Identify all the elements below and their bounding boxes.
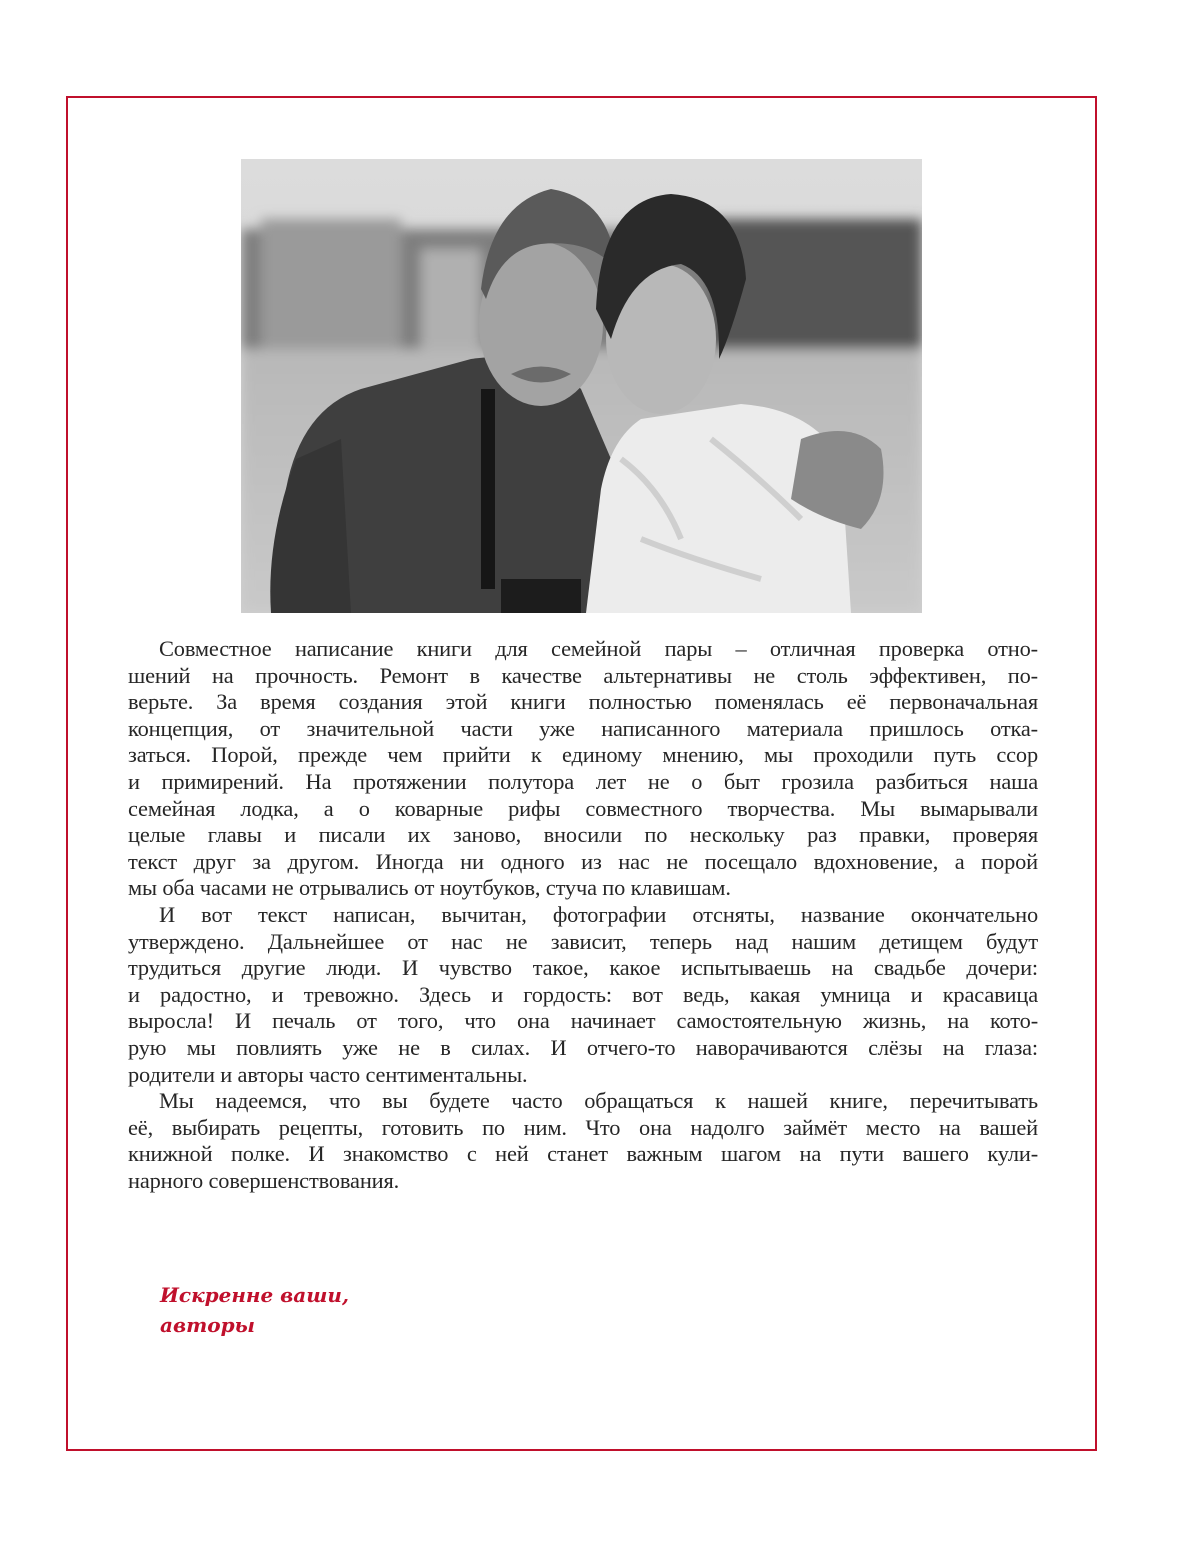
text-line: концепция, от значительной части уже написанного материала пришлось отка- bbox=[128, 715, 1038, 741]
paragraph-3 bbox=[128, 1088, 1038, 1194]
signature-line-2: авторы bbox=[160, 1313, 255, 1337]
paragraph-2 bbox=[128, 902, 1038, 1088]
text-line: семейная лодка, а о коварные рифы совместного творчества. Мы вымарывали bbox=[128, 795, 1038, 821]
text-line: заться. Порой, прежде чем прийти к единому мнению, мы проходили путь ссор bbox=[128, 742, 1038, 768]
text-line: верьте. За время создания этой книги полностью поменялась её первоначальная bbox=[128, 689, 1038, 715]
text-line: и радостно, и тревожно. Здесь и гордость: вот ведь, какая умница и красавица bbox=[128, 981, 1038, 1007]
text-line: мы оба часами не отрывались от ноутбуков, стуча по клавишам. bbox=[128, 875, 731, 901]
text-line: текст друг за другом. Иногда ни одного из нас не посещало вдохновение, а порой bbox=[128, 848, 1038, 874]
text-line: трудиться другие люди. И чувство такое, какое испытываешь на свадьбе дочери: bbox=[128, 955, 1038, 981]
text-line: рую мы повлиять уже не в силах. И отчего-то наворачиваются слёзы на глаза: bbox=[128, 1034, 1038, 1060]
text-line: и примирений. На протяжении полутора лет не о быт грозила разбиться наша bbox=[128, 768, 1038, 794]
body-text bbox=[128, 636, 1038, 1194]
paragraph-1 bbox=[128, 636, 1038, 902]
text-line: её, выбирать рецепты, готовить по ним. Что она надолго займёт место на вашей bbox=[128, 1114, 1038, 1140]
text-line: выросла! И печаль от того, что она начинает самостоятельную жизнь, на кото- bbox=[128, 1008, 1038, 1034]
signature bbox=[160, 1280, 349, 1340]
text-line: И вот текст написан, вычитан, фотографии отсняты, название окончательно bbox=[159, 901, 1038, 927]
text-line: Мы надеемся, что вы будете часто обращаться к нашей книге, перечитывать bbox=[159, 1088, 1038, 1114]
text-line: нарного совершенствования. bbox=[128, 1167, 400, 1193]
text-line: родители и авторы часто сентиментальны. bbox=[128, 1061, 528, 1087]
text-line: книжной полке. И знакомство с ней станет важным шагом на пути вашего кули- bbox=[128, 1141, 1038, 1167]
signature-line-1: Искренне ваши, bbox=[160, 1283, 349, 1307]
text-line: шений на прочность. Ремонт в качестве альтернативы не столь эффективен, по- bbox=[128, 662, 1038, 688]
authors-photo bbox=[241, 159, 922, 613]
couple-photo-illustration bbox=[241, 159, 922, 613]
text-line: целые главы и писали их заново, вносили по нескольку раз правки, проверяя bbox=[128, 822, 1038, 848]
text-line: Совместное написание книги для семейной пары – отличная проверка отно- bbox=[159, 636, 1038, 661]
text-line: утверждено. Дальнейшее от нас не зависит, теперь над нашим детищем будут bbox=[128, 928, 1038, 954]
